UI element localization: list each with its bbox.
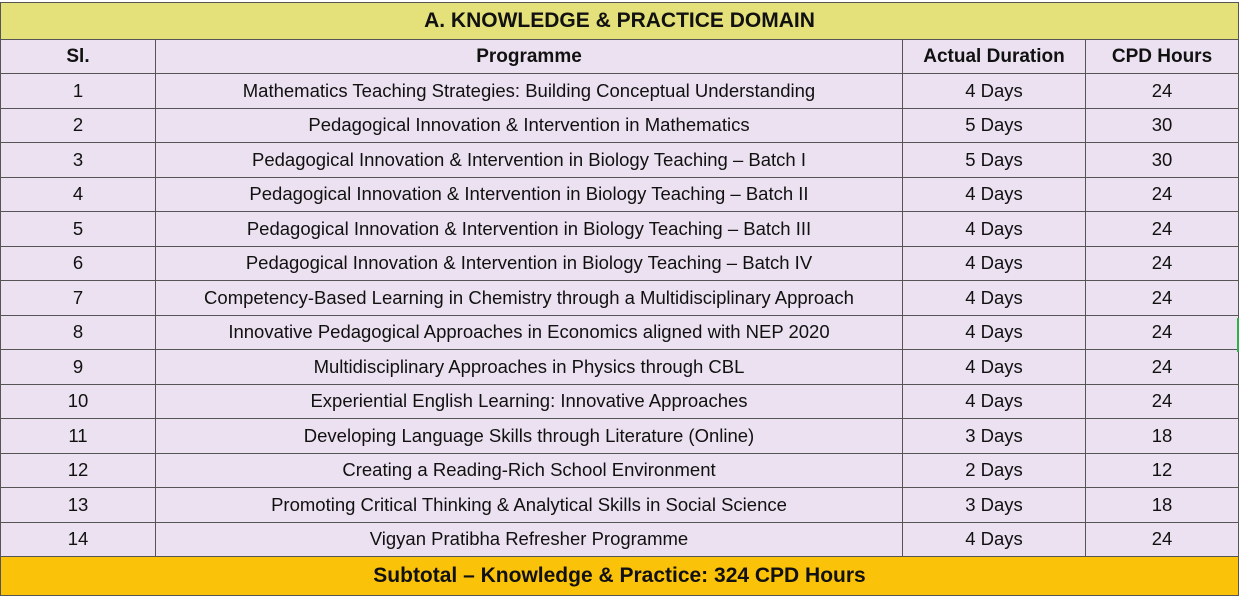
table-row (1, 74, 1239, 109)
table-row (1, 453, 1239, 488)
cell-sl: 1 (1, 74, 156, 109)
table-row (1, 246, 1239, 281)
cell-programme: Promoting Critical Thinking & Analytical Skills in Social Science (156, 488, 903, 523)
cell-sl: 6 (1, 246, 156, 281)
cell-duration: 2 Days (903, 453, 1086, 488)
cell-programme: Developing Language Skills through Literature (Online) (156, 419, 903, 454)
cell-duration: 4 Days (903, 212, 1086, 247)
table-title: A. KNOWLEDGE & PRACTICE DOMAIN (1, 3, 1239, 40)
cell-programme: Competency-Based Learning in Chemistry through a Multidisciplinary Approach (156, 281, 903, 316)
knowledge-practice-table (0, 2, 1239, 596)
cell-sl: 8 (1, 315, 156, 350)
cell-sl: 3 (1, 143, 156, 178)
table-row (1, 522, 1239, 557)
table-title-row (1, 3, 1239, 40)
cell-cpd: 24 (1086, 212, 1239, 247)
cell-duration: 4 Days (903, 74, 1086, 109)
cell-sl: 10 (1, 384, 156, 419)
cell-cpd: 24 (1086, 246, 1239, 281)
cell-cpd: 12 (1086, 453, 1239, 488)
table-row (1, 108, 1239, 143)
subtotal-row (1, 557, 1239, 596)
cell-cpd: 24 (1086, 281, 1239, 316)
table-row (1, 419, 1239, 454)
column-header-sl: Sl. (1, 40, 156, 74)
cell-cpd: 24 (1086, 315, 1239, 350)
cell-programme: Mathematics Teaching Strategies: Building Conceptual Understanding (156, 74, 903, 109)
cell-duration: 4 Days (903, 522, 1086, 557)
cell-programme: Pedagogical Innovation & Intervention in Biology Teaching – Batch II (156, 177, 903, 212)
cell-duration: 3 Days (903, 488, 1086, 523)
cell-programme: Vigyan Pratibha Refresher Programme (156, 522, 903, 557)
cell-sl: 9 (1, 350, 156, 385)
cell-cpd: 30 (1086, 143, 1239, 178)
cell-cpd: 24 (1086, 177, 1239, 212)
cell-sl: 7 (1, 281, 156, 316)
table-row (1, 281, 1239, 316)
cell-cpd: 24 (1086, 350, 1239, 385)
cell-cpd: 24 (1086, 74, 1239, 109)
cell-cpd: 30 (1086, 108, 1239, 143)
cell-duration: 4 Days (903, 246, 1086, 281)
cell-duration: 3 Days (903, 419, 1086, 454)
cell-sl: 12 (1, 453, 156, 488)
cell-cpd: 24 (1086, 384, 1239, 419)
cell-sl: 5 (1, 212, 156, 247)
cell-duration: 4 Days (903, 177, 1086, 212)
cell-programme: Experiential English Learning: Innovative Approaches (156, 384, 903, 419)
subtotal-text: Subtotal – Knowledge & Practice: 324 CPD Hours (1, 557, 1239, 596)
cell-sl: 2 (1, 108, 156, 143)
cell-duration: 5 Days (903, 143, 1086, 178)
cell-duration: 5 Days (903, 108, 1086, 143)
cell-sl: 11 (1, 419, 156, 454)
column-header-programme: Programme (156, 40, 903, 74)
table-row (1, 384, 1239, 419)
cell-duration: 4 Days (903, 315, 1086, 350)
cell-programme: Creating a Reading-Rich School Environment (156, 453, 903, 488)
cell-duration: 4 Days (903, 281, 1086, 316)
table-row (1, 315, 1239, 350)
column-header-cpd: CPD Hours (1086, 40, 1239, 74)
cell-duration: 4 Days (903, 350, 1086, 385)
cell-programme: Pedagogical Innovation & Intervention in Biology Teaching – Batch I (156, 143, 903, 178)
table-row (1, 177, 1239, 212)
table-row (1, 488, 1239, 523)
cell-programme: Pedagogical Innovation & Intervention in Biology Teaching – Batch III (156, 212, 903, 247)
cell-programme: Multidisciplinary Approaches in Physics through CBL (156, 350, 903, 385)
table-header-row (1, 40, 1239, 74)
column-header-duration: Actual Duration (903, 40, 1086, 74)
cell-cpd: 18 (1086, 419, 1239, 454)
table-row (1, 212, 1239, 247)
cell-cpd: 18 (1086, 488, 1239, 523)
cell-sl: 13 (1, 488, 156, 523)
table-row (1, 143, 1239, 178)
cell-sl: 14 (1, 522, 156, 557)
cell-programme: Innovative Pedagogical Approaches in Economics aligned with NEP 2020 (156, 315, 903, 350)
cell-programme: Pedagogical Innovation & Intervention in Mathematics (156, 108, 903, 143)
cell-duration: 4 Days (903, 384, 1086, 419)
cell-programme: Pedagogical Innovation & Intervention in Biology Teaching – Batch IV (156, 246, 903, 281)
cell-sl: 4 (1, 177, 156, 212)
table-row (1, 350, 1239, 385)
cell-cpd: 24 (1086, 522, 1239, 557)
